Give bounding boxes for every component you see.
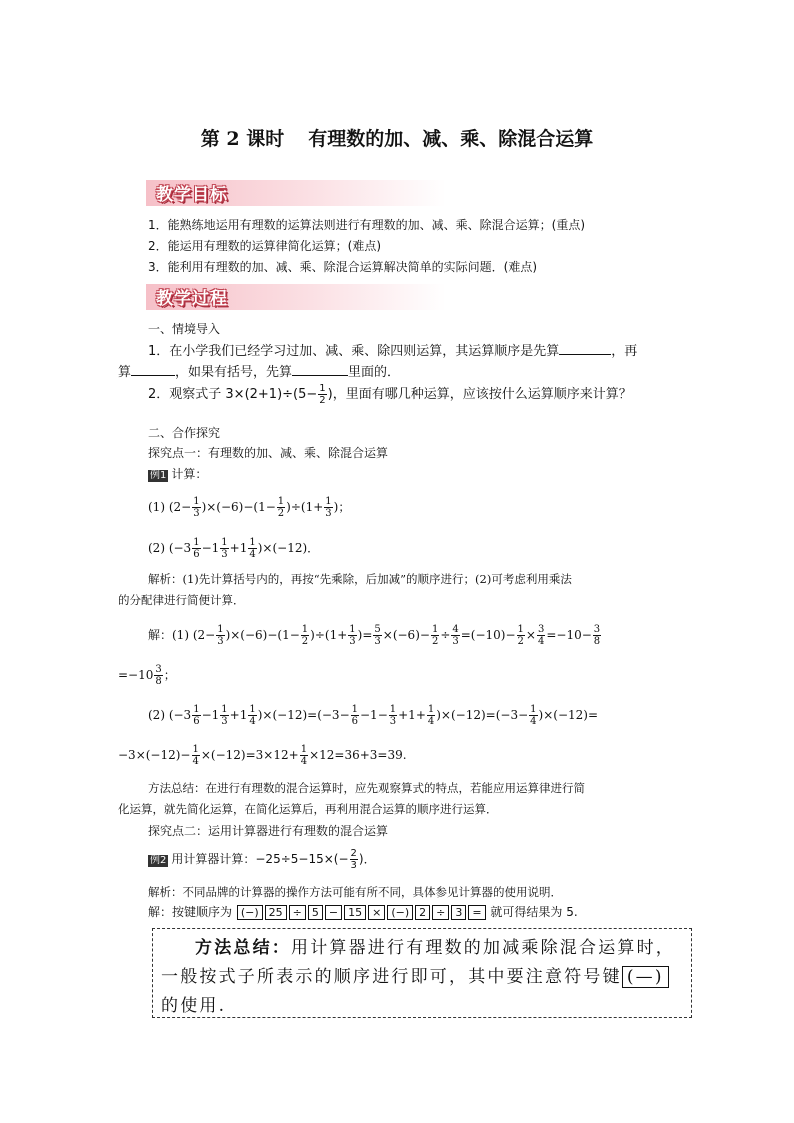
example-1-part-2: (2) (−3 $\frac{1}{6}$ −1 $\frac{1}{3}$ +1 $\frac{1}{4}$ )×(−12)． — [148, 537, 320, 560]
calc-key-multiply: × — [368, 905, 385, 920]
goal-item-3: 3．能利用有理数的加、减、乘、除混合运算解决简单的实际问题．(难点) — [148, 260, 538, 274]
goals-banner — [146, 180, 446, 206]
calc-key-equals: = — [468, 905, 485, 920]
goals-banner-text: 教学目标 — [156, 185, 228, 205]
solution-1-line-2: =−10 $\frac{3}{8}$ ； — [118, 664, 176, 687]
calc-key-divide: ÷ — [289, 905, 306, 920]
intro-q1-line2: 算 ，如果有括号，先算 里面的． — [118, 365, 401, 380]
calc-key-25: 25 — [265, 905, 287, 920]
analysis-1-line-2: 的分配律进行简便计算． — [118, 593, 245, 607]
key-sequence — [232, 905, 490, 919]
calc-key-negative-2: (−) — [387, 905, 413, 920]
summary-line-2: 一般按式子所表示的顺序进行即可，其中要注意符号键 (—) — [161, 962, 669, 988]
solution-2-line-1: (2) (−3 $\frac{1}{6}$ −1 $\frac{1}{3}$ +1 $\frac{1}{4}$ )×(−12)=(−3− $\frac{1}{6}$ −1− $\frac{1}{3}$ +1+ $\frac{1}{4}$ )×(−12)=(−3− $\frac{1}{4}$ )×(−12)= — [148, 704, 599, 727]
answer-blank-2 — [131, 363, 175, 376]
fraction-one-half: $\frac{1}{2}$ — [319, 383, 326, 406]
example-1-label: 例1 — [150, 470, 167, 481]
calc-key-3: 3 — [451, 905, 466, 920]
summary-line-3: 的使用. — [161, 996, 227, 1016]
answer-blank-3 — [292, 363, 348, 376]
calc-key-5: 5 — [308, 905, 323, 920]
solution-2-line-2: −3×(−12)− $\frac{1}{4}$ ×(−12)=3×12+ $\frac{1}{4}$ ×12=36+3=39. — [118, 744, 407, 767]
analysis-2: 解析：不同品牌的计算器的操作方法可能有所不同，具体参见计算器的使用说明． — [148, 885, 562, 899]
calc-key-15: 15 — [344, 905, 366, 920]
answer-blank-1 — [559, 342, 611, 355]
method-summary-box — [152, 928, 692, 1018]
explore-heading: 二、合作探究 — [148, 426, 221, 440]
analysis-1-line-1: 解析：(1)先计算括号内的，再按“先乘除，后加减”的顺序进行；(2)可考虑利用乘法 — [148, 572, 572, 586]
goal-item-1: 1．能熟练地运用有理数的运算法则进行有理数的加、减、乘、除混合运算；(重点) — [148, 218, 586, 232]
lesson-number: 第 2 课时 — [200, 128, 285, 150]
example-2-label: 例2 — [150, 855, 167, 866]
calc-key-2: 2 — [415, 905, 430, 920]
lesson-title — [0, 124, 794, 151]
lesson-topic: 有理数的加、减、乘、除混合运算 — [308, 128, 594, 150]
example-2: 例2 用计算器计算：−25÷5−15×(− $\frac{2}{3}$ )． — [150, 848, 376, 871]
explore-point-1: 探究点一：有理数的加、减、乘、除混合运算 — [148, 446, 389, 460]
intro-heading: 一、情境导入 — [148, 322, 221, 336]
summary-label: 方法总结： — [195, 938, 291, 958]
intro-q1-line1: 1．在小学我们已经学习过加、减、乘、除四则运算，其运算顺序是先算 ，再 — [148, 344, 638, 359]
method-1-line-2: 化运算，就先简化运算，在简化运算后，再利用混合运算的顺序进行运算． — [118, 802, 498, 816]
calc-key-minus: − — [325, 905, 342, 920]
solution-1-line-1: 解：(1) (2− $\frac{1}{3}$ )×(−6)−(1− $\frac{1}{2}$ )÷(1+ $\frac{1}{3}$ )= $\frac{5}{3}$ ×(−6)− $\frac{1}{2}$ ÷ $\frac{4}{3}$ =(−10)− $\frac{1}{2}$ × $\frac{3}{4}$ =−10− $\frac{3}{8}$ — [148, 624, 601, 647]
sign-key: (—) — [622, 966, 669, 988]
intro-q2: 2．观察式子 3×(2+1)÷(5− $\frac{1}{2}$ )，里面有哪几种运算，应该按什么运算顺序来计算？ — [148, 383, 632, 406]
calc-key-divide-2: ÷ — [432, 905, 449, 920]
method-1-line-1: 方法总结：在进行有理数的混合运算时，应先观察算式的特点，若能应用运算律进行简 — [148, 781, 585, 795]
example-1-part-1: (1) (2− $\frac{1}{3}$ )×(−6)−(1− $\frac{1}{2}$ )÷(1+ $\frac{1}{3}$ )； — [148, 496, 351, 519]
process-banner-text: 教学过程 — [156, 289, 228, 309]
explore-point-2: 探究点二：运用计算器进行有理数的混合运算 — [148, 824, 389, 838]
summary-line-1: 方法总结：用计算器进行有理数的加减乘除混合运算时， — [195, 938, 675, 958]
solution-3: 解：按键顺序为 (−) 25 ÷ 5 − 15 × (−) 2 ÷ 3 = 就可得结果为 5. — [148, 905, 578, 919]
calc-key-negative: (−) — [237, 905, 263, 920]
goal-item-2: 2．能运用有理数的运算律简化运算；(难点) — [148, 239, 381, 253]
process-banner — [146, 284, 446, 310]
example-1: 例1 计算： — [150, 467, 208, 481]
